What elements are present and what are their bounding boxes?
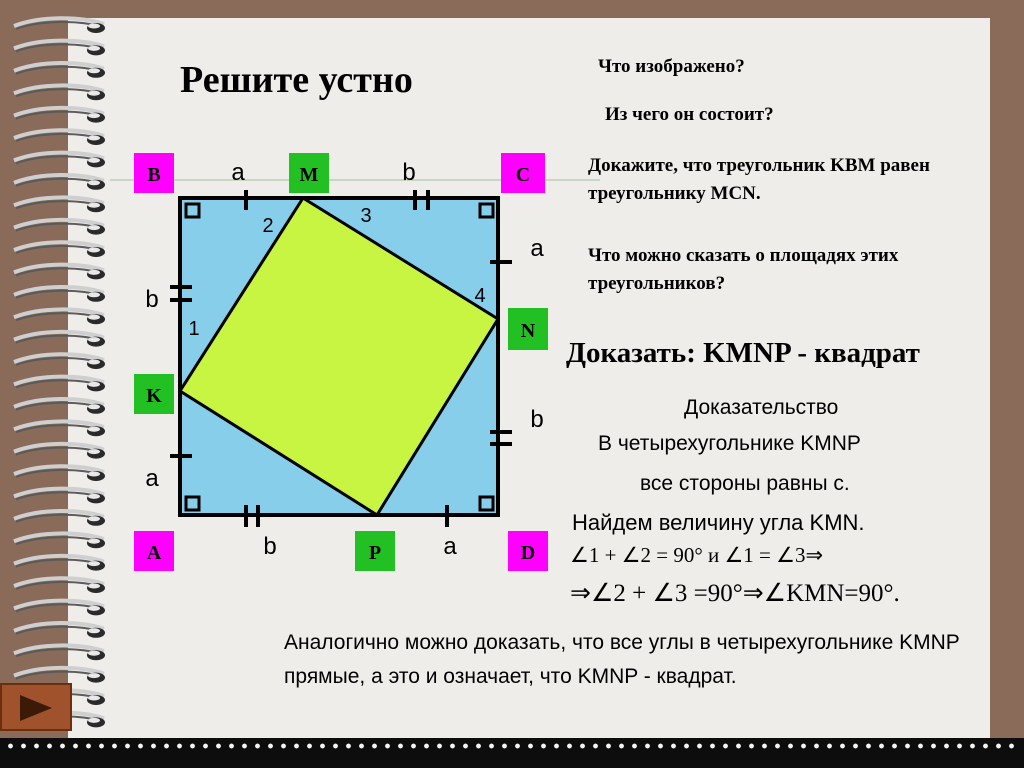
side-label-left-a: a — [145, 465, 159, 492]
angle-label-3: 3 — [360, 205, 372, 227]
conclusion-text: Аналогично можно доказать, что все углы в четырехугольнике KMNP прямые, а это и означает, что KMNP - квадрат. — [284, 631, 960, 688]
side-label-top-b: b — [402, 159, 416, 186]
proof-line-3: Найдем величину угла KMN. — [572, 510, 865, 535]
vertex-label-n: N — [520, 320, 536, 342]
question-areas: Что можно сказать о площадях этих треугольников? — [588, 245, 899, 294]
side-label-left-b: b — [145, 286, 159, 313]
vertex-label-a: A — [146, 542, 162, 564]
angle-label-4: 4 — [474, 285, 486, 307]
angle-label-1: 1 — [188, 318, 200, 340]
side-label-right-b: b — [530, 406, 544, 433]
proof-line-4: ∠1 + ∠2 = 90° и ∠1 = ∠3⇒ — [570, 543, 824, 567]
proof-line-2: все стороны равны с. — [640, 472, 850, 495]
side-label-right-a: a — [530, 235, 544, 262]
question-composition: Из чего он состоит? — [605, 104, 774, 125]
vertex-label-d: D — [520, 542, 536, 564]
side-label-bottom-b: b — [263, 533, 277, 560]
side-label-top-a: a — [231, 159, 245, 186]
vertex-label-b: B — [147, 164, 161, 186]
vertex-label-k: K — [146, 385, 162, 407]
vertex-label-c: C — [515, 164, 531, 186]
vertex-label-m: M — [299, 164, 319, 186]
question-what-shown: Что изображено? — [598, 56, 745, 77]
side-label-bottom-a: a — [443, 533, 457, 560]
proof-line-1: В четырехугольнике KMNP — [598, 432, 861, 455]
prove-title: Доказать: KMNP - квадрат — [566, 337, 920, 369]
vertex-label-p: P — [368, 542, 382, 564]
question-prove-triangles: Докажите, что треугольник KBM равен треугольнику MCN. — [588, 155, 930, 204]
angle-label-2: 2 — [262, 215, 274, 237]
proof-heading: Доказательство — [684, 396, 839, 419]
proof-line-5: ⇒∠2 + ∠3 =90°⇒∠KMN=90°. — [570, 580, 900, 607]
slide-title: Решите устно — [180, 59, 413, 101]
